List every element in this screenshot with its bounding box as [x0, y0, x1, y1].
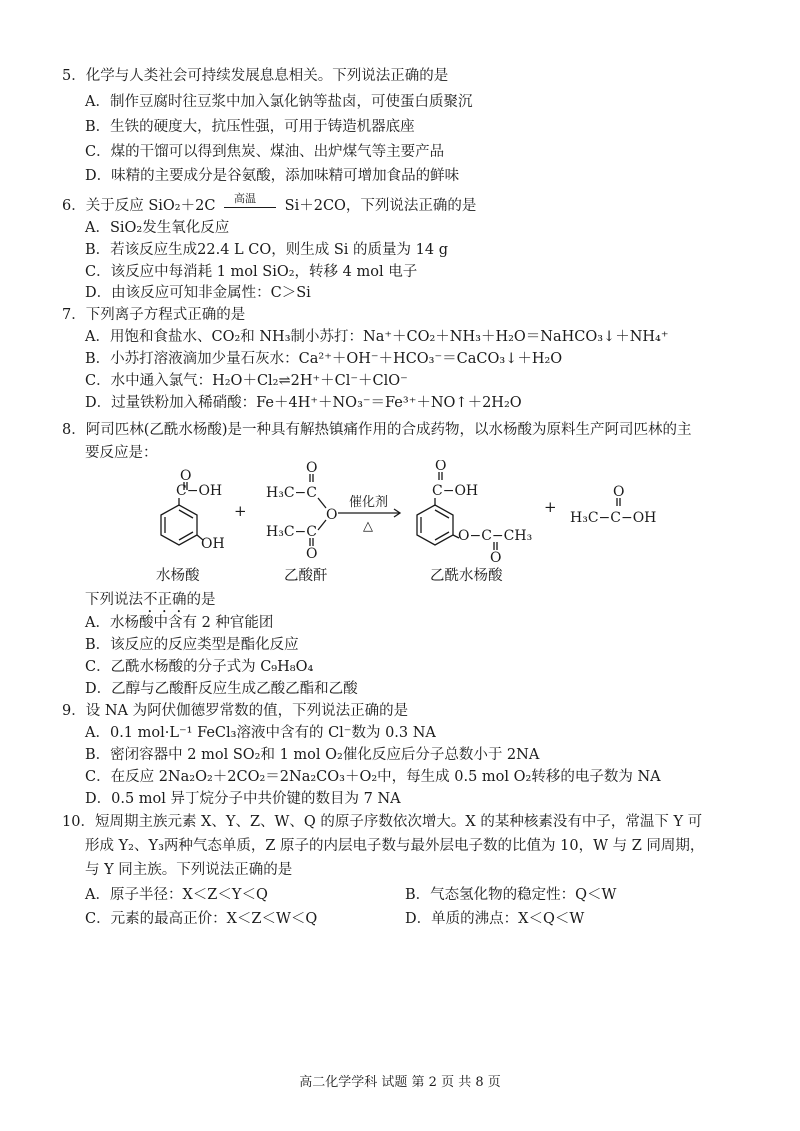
q6-reaction-arrow [224, 191, 276, 208]
salicylic-oh: OH [201, 536, 225, 552]
q10-option-d: D．单质的沸点：X＜Q＜W [405, 911, 585, 927]
aspirin-label: 乙酰水杨酸 [430, 568, 503, 584]
aspirin-carbonyl-o: O [435, 460, 447, 474]
q8-question-post: 的是 [186, 592, 216, 608]
q8-question-emphasis: 不正确 [143, 592, 187, 608]
acetic-acid-o: O [613, 484, 625, 500]
q6-stem-post: Si＋2CO，下列说法正确的是 [284, 198, 477, 214]
q6-stem [62, 191, 477, 216]
salicylic-cooh: C−OH [176, 483, 223, 499]
q10-option-b: B．气态氢化物的稳定性：Q＜W [405, 887, 617, 903]
q10-stem-line2: 形成 Y₂、Y₃两种气态单质，Z 原子的内层电子数与最外层电子数的比值为 10，W 与 Z 同周期， [85, 838, 705, 854]
q9-option-b: B．密闭容器中 2 mol SO₂和 1 mol O₂催化反应后分子总数小于 2NA [85, 747, 540, 763]
q6-option-d: D．由该反应可知非金属性：C＞Si [85, 285, 311, 301]
heat-symbol: △ [363, 519, 373, 534]
plus-sign-1: + [234, 502, 247, 520]
anhydride-top-h3c: H₃C−C [266, 485, 317, 501]
q8-stem-line1: 8．阿司匹林(乙酰水杨酸)是一种具有解热镇痛作用的合成药物，以水杨酸为原料生产阿司匹林的主 [62, 422, 692, 438]
q5-option-d: D．味精的主要成分是谷氨酸，添加味精可增加食品的鲜味 [85, 168, 460, 184]
q6-option-c: C．该反应中每消耗 1 mol SiO₂，转移 4 mol 电子 [85, 264, 418, 280]
q10-stem-line3: 与 Y 同主族。下列说法正确的是 [85, 862, 293, 878]
acetic-acid: H₃C−C−OH [570, 510, 657, 526]
salicylic-carbonyl-o: O [180, 468, 192, 484]
anhydride-bottom-h3c: H₃C−C [266, 524, 317, 540]
aspirin-benzene-ring [417, 505, 453, 545]
q7-stem: 7．下列离子方程式正确的是 [62, 307, 246, 323]
q8-option-d: D．乙醇与乙酸酐反应生成乙酸乙酯和乙酸 [85, 681, 358, 697]
aspirin-cooh: C−OH [432, 483, 479, 499]
salicylic-benzene-ring [161, 505, 197, 545]
q5-option-c: C．煤的干馏可以得到焦炭、煤油、出炉煤气等主要产品 [85, 144, 445, 160]
aspirin-ester-o: O [490, 550, 502, 566]
q7-option-d: D．过量铁粉加入稀硝酸：Fe＋4H⁺＋NO₃⁻＝Fe³⁺＋NO↑＋2H₂O [85, 395, 522, 411]
salicylic-acid-label: 水杨酸 [156, 568, 200, 584]
q9-option-c: C．在反应 2Na₂O₂＋2CO₂＝2Na₂CO₃＋O₂中，每生成 0.5 mol O₂转移的电子数为 NA [85, 769, 661, 785]
anhydride-top-o: O [306, 460, 318, 476]
plus-sign-2: + [544, 498, 557, 516]
aspirin-ester: O−C−CH₃ [458, 528, 533, 544]
q5-option-a: A．制作豆腐时往豆浆中加入氯化钠等盐卤，可使蛋白质聚沉 [85, 94, 473, 110]
q9-stem: 9．设 NA 为阿伏伽德罗常数的值，下列说法正确的是 [62, 703, 409, 719]
q9-option-a: A．0.1 mol·L⁻¹ FeCl₃溶液中含有的 Cl⁻数为 0.3 NA [85, 725, 436, 741]
q7-option-a: A．用饱和食盐水、CO₂和 NH₃制小苏打：Na⁺＋CO₂＋NH₃＋H₂O＝NaHCO₃↓＋NH₄⁺ [85, 329, 669, 345]
q7-option-c: C．水中通入氯气：H₂O＋Cl₂⇌2H⁺＋Cl⁻＋ClO⁻ [85, 373, 408, 389]
acetic-anhydride-label: 乙酸酐 [284, 568, 328, 584]
q10-option-a: A．原子半径：X＜Z＜Y＜Q [85, 887, 268, 903]
q8-stem-line2: 要反应是： [85, 445, 158, 461]
q5-option-b: B．生铁的硬度大，抗压性强，可用于铸造机器底座 [85, 119, 415, 135]
anhydride-bridge-o: O [326, 507, 338, 523]
q10-option-c: C．元素的最高正价：X＜Z＜W＜Q [85, 911, 318, 927]
q8-option-a: A．水杨酸中含有 2 种官能团 [85, 615, 274, 631]
q8-question-pre: 下列说法 [85, 592, 143, 608]
q5-stem: 5．化学与人类社会可持续发展息息相关。下列说法正确的是 [62, 68, 449, 84]
page-footer: 高二化学学科 试题 第 2 页 共 8 页 [299, 1075, 501, 1090]
q6-option-a: A．SiO₂发生氧化反应 [85, 220, 230, 236]
q6-stem-pre: 6．关于反应 SiO₂＋2C [62, 198, 216, 214]
q8-option-c: C．乙酰水杨酸的分子式为 C₉H₈O₄ [85, 659, 314, 675]
anhydride-bottom-o: O [306, 546, 318, 562]
q10-stem-line1: 10．短周期主族元素 X、Y、Z、W、Q 的原子序数依次增大。X 的某种核素没有中子，常温下 Y 可 [62, 814, 703, 830]
q6-option-b: B．若该反应生成22.4 L CO，则生成 Si 的质量为 14 g [85, 242, 449, 258]
catalyst-label: 催化剂 [349, 495, 389, 510]
q7-option-b: B．小苏打溶液滴加少量石灰水：Ca²⁺＋OH⁻＋HCO₃⁻＝CaCO₃↓＋H₂O [85, 351, 563, 367]
q9-option-d: D．0.5 mol 异丁烷分子中共价键的数目为 7 NA [85, 791, 401, 807]
q6-condition: 高温 [234, 191, 257, 205]
q8-option-b: B．该反应的反应类型是酯化反应 [85, 637, 299, 653]
aspirin-reaction-scheme [120, 460, 680, 586]
